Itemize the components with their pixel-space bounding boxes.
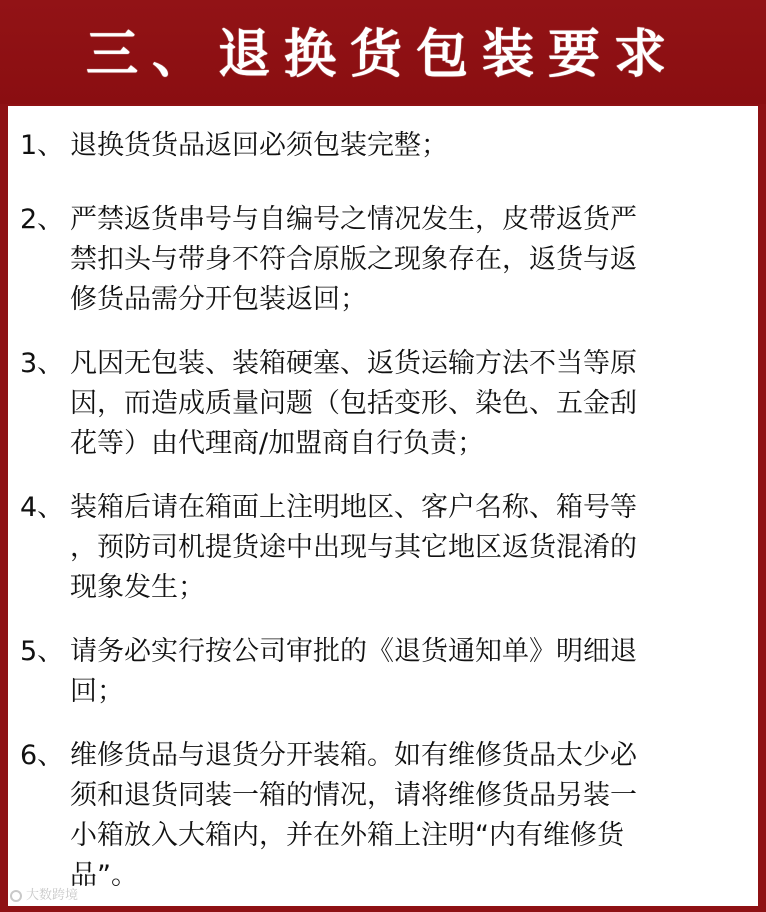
item-line: 禁扣头与带身不符合原版之现象存在，返货与返 [70, 244, 637, 275]
item-line: 退换货货品返回必须包装完整； [70, 130, 448, 161]
item-line: 现象发生； [70, 572, 205, 603]
item-line: 花等）由代理商/加盟商自行负责； [70, 428, 485, 459]
logo-circle-icon [10, 890, 22, 902]
item-line: 因，而造成质量问题（包括变形、染色、五金刮 [70, 388, 637, 419]
item-line: 维修货品与退货分开装箱。如有维修货品太少必 [70, 740, 637, 771]
watermark [10, 884, 78, 903]
item-number: 2、 [20, 204, 65, 235]
item-line: 品”。 [70, 860, 138, 891]
item-number: 5、 [20, 636, 65, 667]
requirements-panel [8, 106, 758, 906]
header-banner [0, 0, 766, 104]
item-line: 须和退货同装一箱的情况，请将维修货品另装一 [70, 780, 637, 811]
page-title: 三、退换货包装要求 [85, 24, 680, 85]
item-line: 小箱放入大箱内，并在外箱上注明“内有维修货 [70, 820, 624, 851]
item-line: 回； [70, 676, 124, 707]
item-number: 3、 [20, 348, 65, 379]
item-number: 4、 [20, 492, 65, 523]
item-line: 严禁返货串号与自编号之情况发生，皮带返货严 [70, 204, 637, 235]
item-line: ，预防司机提货途中出现与其它地区返货混淆的 [70, 532, 637, 563]
item-line: 装箱后请在箱面上注明地区、客户名称、箱号等 [70, 492, 637, 523]
item-number: 6、 [20, 740, 65, 771]
watermark-text: 大数跨境 [26, 888, 79, 903]
item-line: 修货品需分开包装返回； [70, 284, 367, 315]
item-line: 凡因无包装、装箱硬塞、返货运输方法不当等原 [70, 348, 637, 379]
item-line: 请务必实行按公司审批的《退货通知单》明细退 [70, 636, 637, 667]
item-number: 1、 [20, 130, 65, 161]
